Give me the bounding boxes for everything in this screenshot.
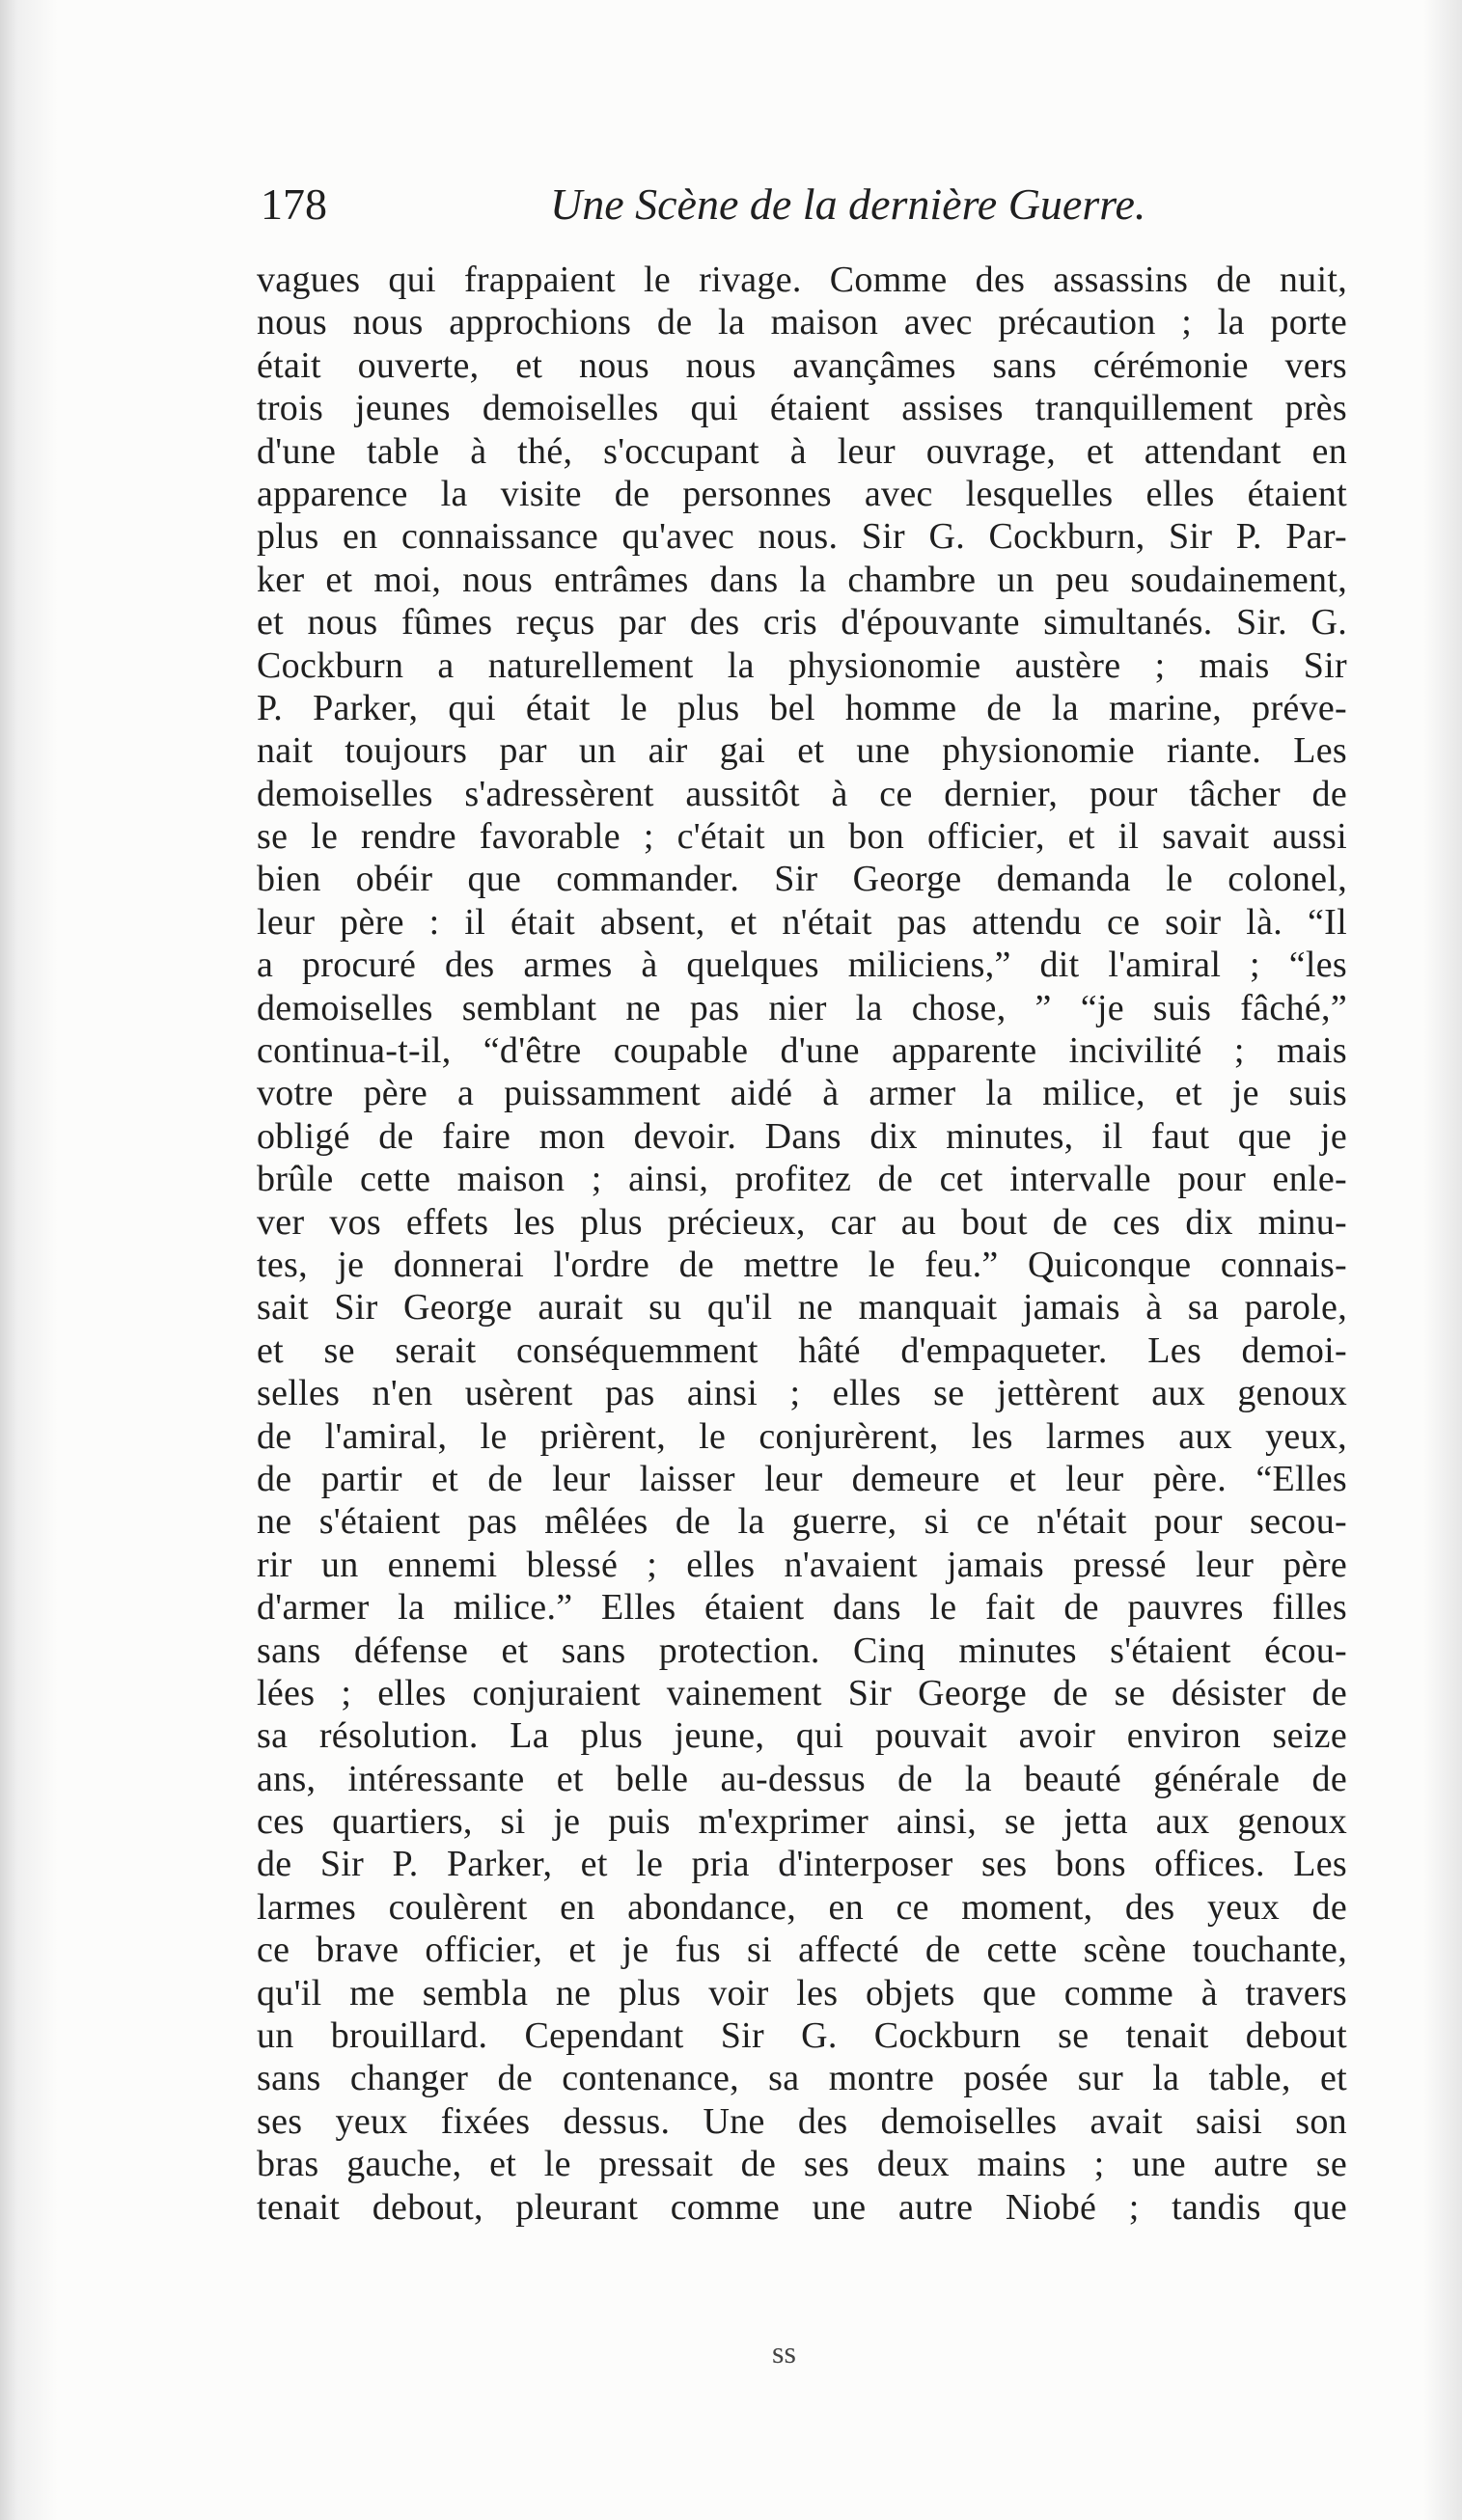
signature-mark: ss — [772, 2335, 796, 2369]
text-line: et se serait conséquemment hâté d'empaqueter. Les demoi- — [257, 1329, 1347, 1371]
text-line: sans défense et sans protection. Cinq minutes s'étaient écou- — [257, 1630, 1347, 1671]
text-line: de l'amiral, le prièrent, le conjurèrent, les larmes aux yeux, — [257, 1415, 1347, 1457]
text-line: selles n'en usèrent pas ainsi ; elles se jettèrent aux genoux — [257, 1373, 1347, 1414]
text-line: votre père a puissamment aidé à armer la milice, et je suis — [257, 1073, 1347, 1114]
text-line: et nous fûmes reçus par des cris d'épouvante simultanés. Sir. G. — [257, 602, 1347, 644]
text-line: ses yeux fixées dessus. Une des demoiselles avait saisi son — [257, 2100, 1347, 2142]
page-gutter-shadow — [0, 0, 58, 2520]
text-line: ker et moi, nous entrâmes dans la chambre un peu soudainement, — [257, 559, 1347, 600]
text-line: obligé de faire mon devoir. Dans dix minutes, il faut que je — [257, 1115, 1347, 1157]
text-line: demoiselles s'adressèrent aussitôt à ce dernier, pour tâcher de — [257, 773, 1347, 814]
text-line: de partir et de leur laisser leur demeure et leur père. “Elles — [257, 1458, 1347, 1499]
text-line: bras gauche, et le pressait de ses deux mains ; une autre se — [257, 2144, 1347, 2185]
text-line: tenait debout, pleurant comme une autre Niobé ; tandis que — [257, 2186, 1347, 2228]
text-line: vagues qui frappaient le rivage. Comme des assassins de nuit, — [257, 260, 1347, 300]
page-number: 178 — [261, 179, 327, 229]
text-line: bien obéir que commander. Sir George demanda le colonel, — [257, 859, 1347, 900]
text-line: ans, intéressante et belle au-dessus de la beauté générale de — [257, 1758, 1347, 1799]
text-line: P. Parker, qui était le plus bel homme de la marine, préve- — [257, 687, 1347, 728]
body-paragraph — [257, 259, 1347, 2229]
text-line: a procuré des armes à quelques miliciens,” dit l'amiral ; “les — [257, 945, 1347, 986]
text-line: plus en connaissance qu'avec nous. Sir G. Cockburn, Sir P. Par- — [257, 516, 1347, 558]
running-head — [261, 176, 1351, 233]
text-line: nous nous approchions de la maison avec précaution ; la porte — [257, 302, 1347, 343]
text-line: ne s'étaient pas mêlées de la guerre, si ce n'était pour secou- — [257, 1501, 1347, 1543]
text-line: se le rendre favorable ; c'était un bon officier, et il savait aussi — [257, 816, 1347, 858]
text-line: sans changer de contenance, sa montre posée sur la table, et — [257, 2058, 1347, 2099]
text-line: ce brave officier, et je fus si affecté de cette scène touchante, — [257, 1930, 1347, 1971]
text-line: continua-t-il, “d'être coupable d'une apparente incivilité ; mais — [257, 1030, 1347, 1072]
text-line: demoiselles semblant ne pas nier la chose, ” “je suis fâché,” — [257, 987, 1347, 1028]
text-line: un brouillard. Cependant Sir G. Cockburn se tenait debout — [257, 2015, 1347, 2057]
page-edge-shadow — [1423, 0, 1462, 2520]
text-line: lées ; elles conjuraient vainement Sir George de se désister de — [257, 1672, 1347, 1713]
text-line: tes, je donnerai l'ordre de mettre le feu.” Quiconque connais- — [257, 1244, 1347, 1285]
text-line: sait Sir George aurait su qu'il ne manquait jamais à sa parole, — [257, 1287, 1347, 1328]
text-line: leur père : il était absent, et n'était pas attendu ce soir là. “Il — [257, 901, 1347, 943]
running-title: Une Scène de la dernière Guerre. — [550, 179, 1146, 229]
text-line: apparence la visite de personnes avec lesquelles elles étaient — [257, 473, 1347, 514]
text-line: nait toujours par un air gai et une physionomie riante. Les — [257, 730, 1347, 772]
text-line: rir un ennemi blessé ; elles n'avaient jamais pressé leur père — [257, 1544, 1347, 1585]
text-line: de Sir P. Parker, et le pria d'interposer ses bons offices. Les — [257, 1844, 1347, 1885]
text-line: brûle cette maison ; ainsi, profitez de cet intervalle pour enle- — [257, 1159, 1347, 1200]
text-line: ces quartiers, si je puis m'exprimer ainsi, se jetta aux genoux — [257, 1801, 1347, 1843]
text-line: trois jeunes demoiselles qui étaient assises tranquillement près — [257, 388, 1347, 429]
text-line: larmes coulèrent en abondance, en ce moment, des yeux de — [257, 1886, 1347, 1928]
text-line: d'une table à thé, s'occupant à leur ouvrage, et attendant en — [257, 430, 1347, 472]
text-line: ver vos effets les plus précieux, car au bout de ces dix minu- — [257, 1201, 1347, 1243]
text-line: Cockburn a naturellement la physionomie austère ; mais Sir — [257, 644, 1347, 686]
text-line: était ouverte, et nous nous avançâmes sans cérémonie vers — [257, 344, 1347, 386]
text-line: qu'il me sembla ne plus voir les objets que comme à travers — [257, 1972, 1347, 2013]
text-line: sa résolution. La plus jeune, qui pouvait avoir environ seize — [257, 1715, 1347, 1757]
text-line: d'armer la milice.” Elles étaient dans le fait de pauvres filles — [257, 1587, 1347, 1629]
